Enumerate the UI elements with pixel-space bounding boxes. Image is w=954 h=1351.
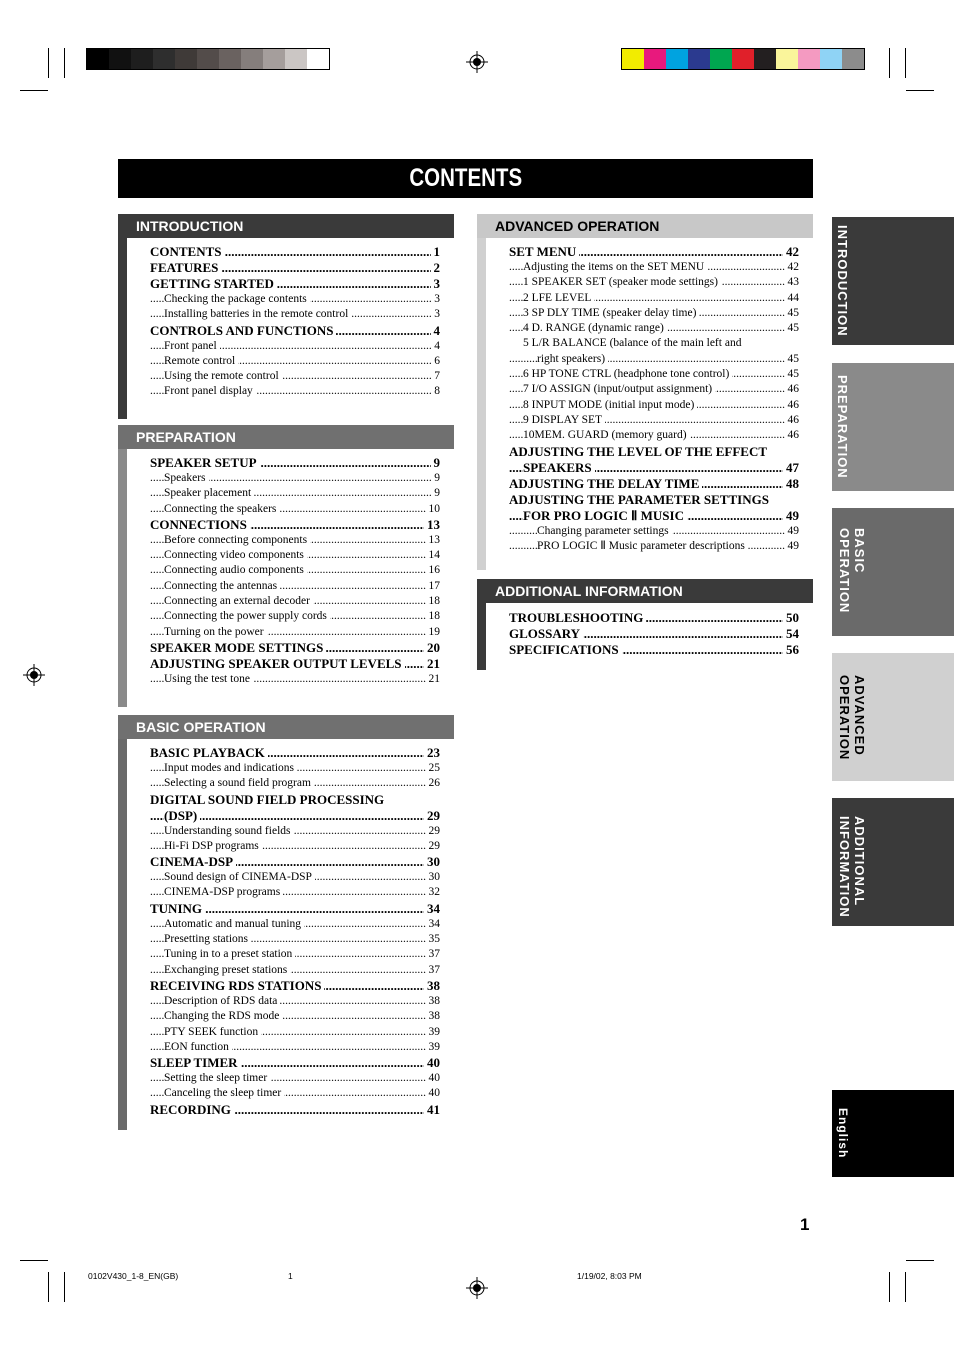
toc-subentry <box>509 413 799 428</box>
toc-entry-page: 4 <box>431 323 441 339</box>
toc-entry-title: FEATURES <box>150 260 221 275</box>
toc-subentry <box>509 367 799 382</box>
side-tab-advanced-operation: ADVANCED OPERATION <box>832 653 954 781</box>
toc-entry-title: Using the test tone <box>164 673 253 685</box>
toc-list <box>150 455 440 687</box>
toc-entry-page: 42 <box>783 244 799 260</box>
toc-entry-page: 21 <box>424 656 440 672</box>
toc-entry-page: 25 <box>426 761 441 776</box>
toc-entry-title: TUNING <box>150 901 205 916</box>
toc-entry-title: SPECIFICATIONS <box>509 642 622 657</box>
color-swatch <box>197 49 219 69</box>
toc-entry-page: 9 <box>431 486 440 501</box>
toc-subentry <box>150 579 440 594</box>
toc-entry-page: 18 <box>426 609 441 624</box>
toc-subentry <box>509 336 799 351</box>
toc-entry-title: RECEIVING RDS STATIONS <box>150 978 324 993</box>
toc-entry-title: FOR PRO LOGIC Ⅱ MUSIC <box>523 508 687 523</box>
toc-entry-page: 43 <box>785 275 800 290</box>
toc-entry-page: 13 <box>426 533 441 548</box>
toc-list <box>150 244 440 400</box>
toc-entry-title: 8 INPUT MODE (initial input mode) <box>523 399 697 411</box>
toc-subentry <box>509 260 799 275</box>
section-introduction <box>118 214 454 419</box>
toc-entry-page: 40 <box>426 1071 441 1086</box>
color-swatch <box>820 49 842 69</box>
toc-entry-title: GETTING STARTED <box>150 276 277 291</box>
toc-entry <box>150 854 440 870</box>
color-swatch <box>732 49 754 69</box>
toc-entry-page: 3 <box>431 292 440 307</box>
section-basic-operation <box>118 715 454 1130</box>
color-swatch <box>622 49 644 69</box>
section-heading: INTRODUCTION <box>118 214 454 238</box>
toc-entry <box>509 460 799 476</box>
toc-subentry <box>150 533 440 548</box>
toc-entry-page: 40 <box>426 1086 441 1101</box>
toc-entry <box>150 656 440 672</box>
toc-entry-page: 14 <box>426 548 441 563</box>
toc-subentry <box>150 471 440 486</box>
toc-entry-title: TROUBLESHOOTING <box>509 610 646 625</box>
toc-subentry <box>150 307 440 322</box>
toc-entry-title: (DSP) <box>164 808 200 823</box>
toc-subentry <box>150 609 440 624</box>
toc-subentry <box>150 761 440 776</box>
toc-entry-page: 21 <box>426 672 441 687</box>
toc-entry-title: Speaker placement <box>164 487 254 499</box>
toc-subentry <box>150 625 440 640</box>
toc-subentry <box>150 963 440 978</box>
toc-subentry <box>150 563 440 578</box>
color-swatch <box>241 49 263 69</box>
toc-entry-page: 18 <box>426 594 441 609</box>
toc-entry-title: SLEEP TIMER <box>150 1055 241 1070</box>
toc-entry-title: Hi-Fi DSP programs <box>164 840 262 852</box>
toc-entry <box>509 508 799 524</box>
toc-entry-page: 1 <box>431 244 441 260</box>
toc-subentry <box>150 1040 440 1055</box>
color-swatch <box>87 49 109 69</box>
toc-entry <box>150 1102 440 1118</box>
toc-entry-page: 29 <box>424 808 440 824</box>
toc-entry-title: Front panel <box>164 340 220 352</box>
toc-entry-title: Connecting the antennas <box>164 580 280 592</box>
toc-subentry <box>509 321 799 336</box>
toc-subentry <box>509 291 799 306</box>
toc-entry-title: SPEAKERS <box>523 460 595 475</box>
toc-entry <box>150 792 440 808</box>
toc-entry-page: 3 <box>431 276 441 292</box>
toc-entry-page: 45 <box>785 352 800 367</box>
toc-subentry <box>150 1071 440 1086</box>
color-swatch <box>710 49 732 69</box>
toc-subentry <box>150 1086 440 1101</box>
toc-entry-title: 7 I/O ASSIGN (input/output assignment) <box>523 383 715 395</box>
toc-entry-title: 3 SP DLY TIME (speaker delay time) <box>523 307 699 319</box>
toc-entry-page: 8 <box>431 384 440 399</box>
toc-entry-title: Tuning in to a preset station <box>164 948 295 960</box>
color-swatch <box>842 49 864 69</box>
toc-entry-title: Sound design of CINEMA-DSP <box>164 871 315 883</box>
toc-entry-page: 30 <box>424 854 440 870</box>
toc-entry-title: ADJUSTING THE PARAMETER SETTINGS <box>509 492 772 507</box>
color-swatch <box>219 49 241 69</box>
color-swatch <box>776 49 798 69</box>
toc-entry-page: 54 <box>783 626 799 642</box>
toc-subentry <box>509 382 799 397</box>
side-tab-preparation: PREPARATION <box>832 363 954 491</box>
toc-entry-title: Canceling the sleep timer <box>164 1087 284 1099</box>
toc-subentry <box>150 292 440 307</box>
toc-entry-page: 7 <box>431 369 440 384</box>
toc-subentry <box>150 776 440 791</box>
toc-entry-page: 47 <box>783 460 799 476</box>
toc-entry-title: Installing batteries in the remote control <box>164 308 351 320</box>
toc-entry-page: 46 <box>785 428 800 443</box>
toc-subentry <box>150 947 440 962</box>
toc-subentry <box>509 539 799 554</box>
toc-entry-page: 9 <box>431 455 441 471</box>
toc-subentry <box>150 1009 440 1024</box>
toc-entry-page: 45 <box>785 321 800 336</box>
toc-entry-page: 32 <box>426 885 441 900</box>
toc-entry-page: 9 <box>431 471 440 486</box>
side-tab-additional-information: ADDITIONAL INFORMATION <box>832 798 954 926</box>
toc-entry-title: 6 HP TONE CTRL (headphone tone control) <box>523 368 732 380</box>
toc-entry <box>150 978 440 994</box>
toc-entry-page: 49 <box>785 524 800 539</box>
side-tab-basic-operation: BASIC OPERATION <box>832 508 954 636</box>
toc-entry <box>150 808 440 824</box>
toc-list <box>509 244 799 554</box>
footer-file: 0102V430_1-8_EN(GB) <box>88 1271 179 1281</box>
toc-entry-title: DIGITAL SOUND FIELD PROCESSING <box>150 792 387 807</box>
toc-subentry <box>150 369 440 384</box>
toc-entry-page: 46 <box>785 382 800 397</box>
toc-entry-page: 44 <box>785 291 800 306</box>
color-swatch <box>153 49 175 69</box>
toc-subentry <box>150 594 440 609</box>
toc-entry-title: right speakers) <box>537 353 608 365</box>
color-swatch <box>285 49 307 69</box>
toc-subentry <box>150 885 440 900</box>
toc-subentry <box>150 486 440 501</box>
toc-entry-page: 46 <box>785 398 800 413</box>
color-swatch <box>263 49 285 69</box>
toc-subentry <box>150 384 440 399</box>
toc-entry-page: 37 <box>426 947 441 962</box>
page-number: 1 <box>800 1215 810 1234</box>
page-title: CONTENTS <box>118 159 813 198</box>
toc-entry <box>509 610 799 626</box>
toc-entry-page: 29 <box>426 839 441 854</box>
toc-subentry <box>509 398 799 413</box>
toc-subentry <box>150 502 440 517</box>
toc-entry-page: 42 <box>785 260 800 275</box>
toc-entry-page: 45 <box>785 367 800 382</box>
toc-entry-title: ADJUSTING SPEAKER OUTPUT LEVELS <box>150 656 405 671</box>
color-swatch <box>307 49 329 69</box>
toc-entry-page: 38 <box>426 994 441 1009</box>
toc-subentry <box>150 932 440 947</box>
toc-entry-title: Setting the sleep timer <box>164 1072 270 1084</box>
toc-entry-page: 39 <box>426 1025 441 1040</box>
toc-entry <box>150 745 440 761</box>
color-swatch <box>644 49 666 69</box>
toc-entry-title: SET MENU <box>509 244 579 259</box>
grayscale-bar <box>86 48 330 70</box>
toc-entry-page: 34 <box>424 901 440 917</box>
toc-entry-page: 49 <box>783 508 799 524</box>
toc-entry-title: 10MEM. GUARD (memory guard) <box>523 429 690 441</box>
toc-entry-title: RECORDING <box>150 1102 234 1117</box>
toc-entry-title: CINEMA-DSP <box>150 854 236 869</box>
toc-entry-title: 9 DISPLAY SET <box>523 414 605 426</box>
toc-entry-title: 2 LFE LEVEL <box>523 292 594 304</box>
color-swatch <box>109 49 131 69</box>
toc-entry-page: 45 <box>785 306 800 321</box>
toc-subentry <box>509 306 799 321</box>
toc-entry-title: Connecting audio components <box>164 564 307 576</box>
toc-entry-page: 49 <box>785 539 800 554</box>
toc-list <box>509 610 799 658</box>
toc-subentry <box>150 339 440 354</box>
footer-date: 1/19/02, 8:03 PM <box>577 1271 642 1281</box>
section-heading: PREPARATION <box>118 425 454 449</box>
toc-entry <box>509 476 799 492</box>
toc-entry-title: Adjusting the items on the SET MENU <box>523 261 707 273</box>
toc-entry <box>509 444 799 460</box>
toc-entry-title: 5 L/R BALANCE (balance of the main left and <box>523 337 744 349</box>
toc-subentry <box>509 352 799 367</box>
registration-mark-icon <box>466 51 488 73</box>
toc-entry-title: PTY SEEK function <box>164 1026 261 1038</box>
section-advanced-operation <box>477 214 813 570</box>
toc-entry-title: Understanding sound fields <box>164 825 293 837</box>
side-tab-english: English <box>832 1090 954 1177</box>
toc-entry-page: 41 <box>424 1102 440 1118</box>
toc-entry-page: 50 <box>783 610 799 626</box>
toc-subentry <box>150 1025 440 1040</box>
toc-entry-page: 56 <box>783 642 799 658</box>
toc-entry <box>150 323 440 339</box>
section-additional-information <box>477 579 813 670</box>
toc-entry-page: 40 <box>424 1055 440 1071</box>
toc-entry <box>509 492 799 508</box>
toc-entry-title: SPEAKER SETUP <box>150 455 260 470</box>
toc-entry <box>150 260 440 276</box>
toc-entry-title: SPEAKER MODE SETTINGS <box>150 640 326 655</box>
toc-list <box>150 745 440 1118</box>
toc-entry-title: Remote control <box>164 355 238 367</box>
toc-entry-title: CINEMA-DSP programs <box>164 886 283 898</box>
toc-entry-page: 23 <box>424 745 440 761</box>
toc-subentry <box>150 672 440 687</box>
toc-entry-title: Description of RDS data <box>164 995 280 1007</box>
toc-entry <box>509 626 799 642</box>
toc-subentry <box>509 524 799 539</box>
toc-subentry <box>150 839 440 854</box>
toc-entry <box>150 276 440 292</box>
toc-entry-title: 4 D. RANGE (dynamic range) <box>523 322 667 334</box>
toc-entry-page: 6 <box>431 354 440 369</box>
toc-subentry <box>150 994 440 1009</box>
section-heading: ADVANCED OPERATION <box>477 214 813 238</box>
toc-entry-page: 39 <box>426 1040 441 1055</box>
toc-entry-page: 2 <box>431 260 441 276</box>
toc-entry-page: 19 <box>426 625 441 640</box>
color-swatch <box>754 49 776 69</box>
toc-entry-title: Changing the RDS mode <box>164 1010 282 1022</box>
toc-entry-title: Connecting video components <box>164 549 307 561</box>
color-bar <box>621 48 865 70</box>
toc-entry-page: 37 <box>426 963 441 978</box>
toc-entry-title: Before connecting components <box>164 534 310 546</box>
toc-subentry <box>150 548 440 563</box>
toc-subentry <box>150 354 440 369</box>
toc-entry-title: 1 SPEAKER SET (speaker mode settings) <box>523 276 721 288</box>
color-swatch <box>131 49 153 69</box>
toc-entry <box>150 517 440 533</box>
toc-subentry <box>150 870 440 885</box>
toc-entry <box>150 640 440 656</box>
toc-entry-title: Using the remote control <box>164 370 282 382</box>
toc-entry-title: Speakers <box>164 472 209 484</box>
toc-entry <box>509 244 799 260</box>
toc-entry-title: CONNECTIONS <box>150 517 250 532</box>
toc-entry-title: Connecting an external decoder <box>164 595 313 607</box>
toc-entry <box>150 1055 440 1071</box>
toc-entry-page: 20 <box>424 640 440 656</box>
footer-page: 1 <box>288 1271 293 1281</box>
toc-entry-page: 13 <box>424 517 440 533</box>
toc-entry-page: 26 <box>426 776 441 791</box>
toc-entry-title: PRO LOGIC Ⅱ Music parameter descriptions <box>537 540 748 552</box>
toc-entry-title: EON function <box>164 1041 232 1053</box>
color-swatch <box>688 49 710 69</box>
toc-entry-title: GLOSSARY <box>509 626 583 641</box>
toc-entry-title: ADJUSTING THE DELAY TIME <box>509 476 702 491</box>
toc-entry-title: Connecting the speakers <box>164 503 279 515</box>
registration-mark-icon <box>23 664 45 686</box>
toc-entry-title: Connecting the power supply cords <box>164 610 330 622</box>
toc-entry-title: Checking the package contents <box>164 293 310 305</box>
toc-entry-page: 34 <box>426 917 441 932</box>
toc-entry-page: 3 <box>431 307 440 322</box>
toc-entry-page: 46 <box>785 413 800 428</box>
side-tab-introduction: INTRODUCTION <box>832 217 954 345</box>
color-swatch <box>175 49 197 69</box>
toc-entry-page: 10 <box>426 502 441 517</box>
toc-entry-title: Selecting a sound field program <box>164 777 314 789</box>
toc-entry-page: 17 <box>426 579 441 594</box>
toc-entry-page: 38 <box>424 978 440 994</box>
toc-entry-title: Input modes and indications <box>164 762 297 774</box>
color-swatch <box>798 49 820 69</box>
toc-subentry <box>509 428 799 443</box>
toc-entry-title: BASIC PLAYBACK <box>150 745 268 760</box>
toc-entry <box>150 244 440 260</box>
section-heading: ADDITIONAL INFORMATION <box>477 579 813 603</box>
toc-entry-title: Exchanging preset stations <box>164 964 290 976</box>
toc-entry <box>150 901 440 917</box>
toc-entry-page: 29 <box>426 824 441 839</box>
toc-entry-title: ADJUSTING THE LEVEL OF THE EFFECT <box>509 444 770 459</box>
toc-entry-page: 30 <box>426 870 441 885</box>
section-preparation <box>118 425 454 707</box>
registration-mark-icon <box>466 1277 488 1299</box>
toc-subentry <box>509 275 799 290</box>
toc-entry <box>509 642 799 658</box>
toc-entry-page: 35 <box>426 932 441 947</box>
toc-entry-page: 48 <box>783 476 799 492</box>
toc-entry-title: CONTENTS <box>150 244 225 259</box>
toc-entry-page: 16 <box>426 563 441 578</box>
toc-entry-title: Presetting stations <box>164 933 251 945</box>
toc-entry-title: Front panel display <box>164 385 256 397</box>
color-swatch <box>666 49 688 69</box>
toc-entry <box>150 455 440 471</box>
toc-subentry <box>150 917 440 932</box>
toc-entry-page: 38 <box>426 1009 441 1024</box>
toc-entry-title: Automatic and manual tuning <box>164 918 304 930</box>
toc-subentry <box>150 824 440 839</box>
toc-entry-title: Turning on the power <box>164 626 267 638</box>
toc-entry-title: CONTROLS AND FUNCTIONS <box>150 323 336 338</box>
toc-entry-page: 4 <box>431 339 440 354</box>
toc-entry-title: Changing parameter settings <box>537 525 672 537</box>
section-heading: BASIC OPERATION <box>118 715 454 739</box>
